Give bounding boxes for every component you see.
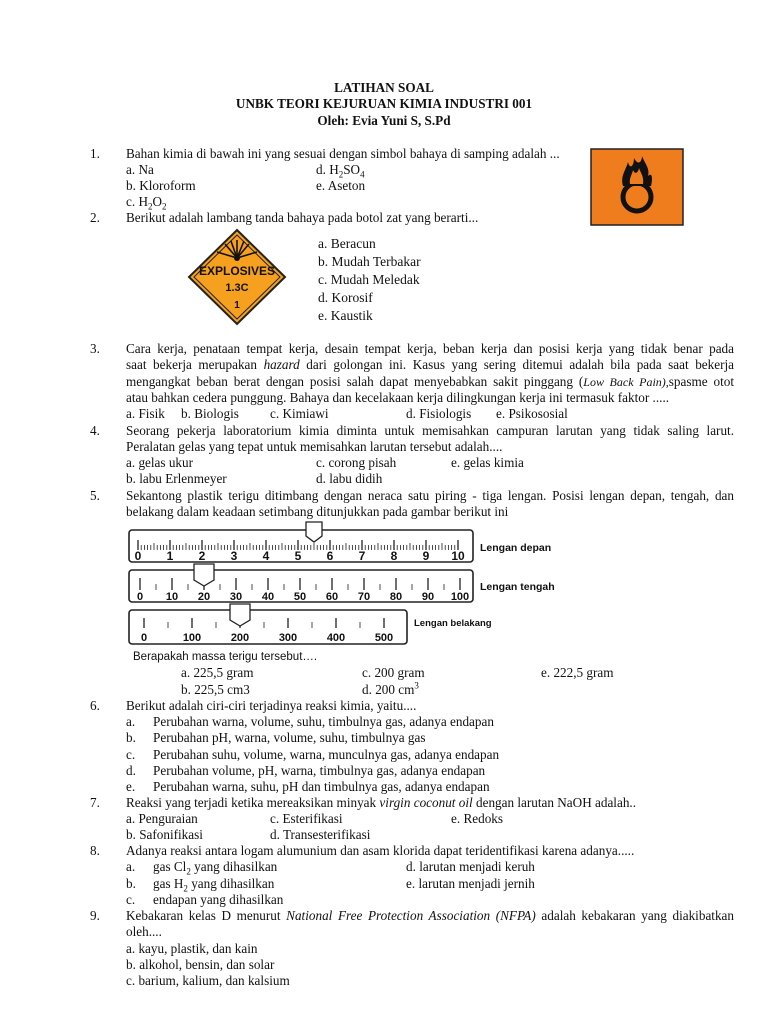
q2-option-a: a. Beracun (318, 236, 376, 251)
triple-beam-balance-figure (128, 520, 578, 652)
q6-option-e-letter: e. (126, 779, 136, 794)
q6-option-a: Perubahan warna, volume, suhu, timbulnya gas, adanya endapan (153, 714, 494, 729)
scale-label: 0 (134, 549, 142, 563)
q8-text: Adanya reaksi antara logam alumunium dan asam klorida dapat teridentifikasi karena adanya..... (126, 843, 635, 858)
scale-label: 400 (326, 632, 346, 644)
scale-label: 3 (230, 549, 238, 563)
q1-number: 1. (90, 146, 100, 161)
scale-label: 7 (358, 549, 366, 563)
scale-label: 10 (451, 549, 465, 563)
q5-option-c: c. 200 gram (362, 665, 425, 680)
q4-option-e: e. gelas kimia (451, 455, 524, 470)
q3-option-b: b. Biologis (181, 406, 239, 421)
q7-option-a: a. Penguraian (126, 811, 198, 826)
q6-option-c: Perubahan suhu, volume, warna, munculnya gas, adanya endapan (153, 747, 500, 762)
q5-number: 5. (90, 488, 100, 503)
scale-label: 5 (294, 549, 302, 563)
scale-label: 90 (421, 591, 435, 603)
q9-option-a: a. kayu, plastik, dan kain (126, 941, 258, 956)
q3-option-e: e. Psikososial (496, 406, 568, 421)
q6-option-d-letter: d. (126, 763, 136, 778)
sign-text-explosives: EXPLOSIVES (198, 264, 276, 278)
q5-option-a: a. 225,5 gram (181, 665, 254, 680)
q1-option-d: d. $H_2SO_4$ (316, 162, 365, 180)
scale-label: 10 (165, 591, 179, 603)
q2-option-d: d. Korosif (318, 290, 373, 305)
q1-option-c: c. $H_2O_2$ (126, 194, 167, 212)
scale-label: 80 (389, 591, 403, 603)
author-line: Oleh: Evia Yuni S, S.Pd (317, 113, 451, 128)
scale-label: 6 (326, 549, 334, 563)
q4-line-1: Seorang pekerja laboratorium kimia diminta untuk memisahkan campuran larutan yang tidak saling larut. (126, 423, 734, 438)
q8-number: 8. (90, 843, 100, 858)
q4-option-d: d. labu didih (316, 471, 383, 486)
q9-line-1: Kebakaran kelas D menurut National Free Protection Association (NFPA) adalah kebakaran yang diakibatkan (126, 908, 735, 923)
q4-option-c: c. corong pisah (316, 455, 397, 470)
q6-option-b: Perubahan pH, warna, volume, suhu, timbulnya gas (153, 730, 426, 745)
q8-option-b: gas $H_2$ yang dihasilkan (153, 876, 275, 894)
q6-option-e: Perubahan warna, suhu, pH dan timbulnya gas, adanya endapan (153, 779, 490, 794)
q2-option-b: b. Mudah Terbakar (318, 254, 421, 269)
scale-label: 30 (229, 591, 243, 603)
q9-option-c: c. barium, kalium, dan kalsium (126, 973, 290, 988)
q4-option-a: a. gelas ukur (126, 455, 194, 470)
q1-option-e: e. Aseton (316, 178, 366, 193)
arm-middle-label: Lengan tengah (480, 581, 555, 593)
q8-option-d: d. larutan menjadi keruh (406, 859, 535, 874)
q6-option-c-letter: c. (126, 747, 136, 762)
q3-option-a: a. Fisik (126, 406, 165, 421)
q9-line-2: oleh.... (126, 924, 162, 939)
arm-front-label: Lengan depan (480, 542, 552, 554)
q3-option-d: d. Fisiologis (406, 406, 472, 421)
q1-option-a: a. Na (126, 162, 154, 177)
q2-text: Berikut adalah lambang tanda bahaya pada botol zat yang berarti... (126, 210, 479, 225)
scale-label: 500 (374, 632, 394, 644)
q7-number: 7. (90, 795, 100, 810)
scale-label: 300 (278, 632, 298, 644)
q5-question: Berapakah massa terigu tersebut…. (133, 651, 318, 663)
q4-line-2: Peralatan gelas yang tepat untuk memisahkan larutan tersebut adalah.... (126, 439, 503, 454)
q3-line-3: mengangkat beban berat dengan posisi salah dapat menyebabkan sakit pinggang (Low Back Pain),spasme otot (126, 374, 735, 389)
scale-label: 50 (293, 591, 307, 603)
scale-label: 100 (182, 632, 202, 644)
q7-option-e: e. Redoks (451, 811, 504, 826)
q2-option-e: e. Kaustik (318, 308, 373, 323)
q7-text: Reaksi yang terjadi ketika mereaksikan minyak virgin coconut oil dengan larutan NaOH adalah.. (126, 795, 637, 810)
q8-option-a-letter: a. (126, 859, 136, 874)
q4-option-b: b. labu Erlenmeyer (126, 471, 227, 486)
explosives-hazard-sign (187, 228, 287, 326)
q3-number: 3. (90, 341, 100, 356)
scale-label: 0 (136, 591, 144, 603)
q3-option-c: c. Kimiawi (270, 406, 329, 421)
scale-label: 20 (197, 591, 211, 603)
q5-line-1: Sekantong plastik terigu ditimbang dengan neraca satu piring - tiga lengan. Posisi lengan depan, tengah, dan (126, 488, 734, 503)
arm-middle (129, 564, 555, 603)
scale-label: 8 (390, 549, 398, 563)
scale-label: 40 (261, 591, 275, 603)
scale-label: 9 (422, 549, 430, 563)
q2-option-c: c. Mudah Meledak (318, 272, 420, 287)
q5-option-d: d. 200 $cm^3$ (362, 680, 419, 697)
q9-option-b: b. alkohol, bensin, dan solar (126, 957, 275, 972)
q3-line-4: atau bahkan cedera punggung. Bahaya dan kecelakaan kerja dilingkungan kerja ini termasuk faktor ..... (126, 390, 670, 405)
q3-line-1: Cara kerja, penataan tempat kerja, desain tempat kerja, beban kerja dan posisi kerja yang tidak benar pada (126, 341, 734, 356)
q9-number: 9. (90, 908, 100, 923)
q6-text: Berikut adalah ciri-ciri terjadinya reaksi kimia, yaitu.... (126, 698, 417, 713)
q2-number: 2. (90, 210, 100, 225)
arm-back-label: Lengan belakang (414, 618, 492, 629)
q8-option-a: gas $Cl_2$ yang dihasilkan (153, 859, 278, 877)
q8-option-b-letter: b. (126, 876, 136, 891)
scale-label: 70 (357, 591, 371, 603)
q6-option-b-letter: b. (126, 730, 136, 745)
title-line-2: UNBK TEORI KEJURUAN KIMIA INDUSTRI 001 (235, 96, 533, 111)
scale-label: 2 (198, 549, 206, 563)
q6-option-a-letter: a. (126, 714, 136, 729)
q7-option-d: d. Transesterifikasi (270, 827, 371, 842)
sign-text-class: 1 (234, 300, 240, 311)
arm-front (129, 522, 551, 563)
q7-option-c: c. Esterifikasi (270, 811, 343, 826)
q5-option-e: e. 222,5 gram (541, 665, 614, 680)
sign-text-division: 1.3C (225, 282, 249, 294)
scale-label: 0 (140, 632, 148, 644)
scale-label: 100 (450, 591, 470, 603)
q8-option-c-letter: c. (126, 892, 136, 907)
q3-line-2: saat bekerja merupakan hazard dari golongan ini. Kasus yang sering ditemui adalah bila pada saat bekerja (126, 357, 735, 372)
oxidizer-hazard-icon (590, 148, 684, 226)
scale-label: 4 (262, 549, 270, 563)
scale-label: 60 (325, 591, 339, 603)
q6-option-d: Perubahan volume, pH, warna, timbulnya gas, adanya endapan (153, 763, 486, 778)
q6-number: 6. (90, 698, 100, 713)
q5-option-b: b. 225,5 cm3 (181, 682, 250, 697)
scale-label: 1 (166, 549, 174, 563)
q1-option-b: b. Kloroform (126, 178, 196, 193)
q1-text: Bahan kimia di bawah ini yang sesuai dengan simbol bahaya di samping adalah ... (126, 146, 560, 161)
title-line-1: LATIHAN SOAL (334, 80, 434, 95)
q8-option-e: e. larutan menjadi jernih (406, 876, 535, 891)
scale-label: 200 (230, 632, 250, 644)
arm-back (129, 604, 492, 644)
q4-number: 4. (90, 423, 100, 438)
q5-line-2: belakang dalam keadaan setimbang ditunjukkan pada gambar berikut ini (126, 504, 509, 519)
q8-option-c: endapan yang dihasilkan (153, 892, 284, 907)
q7-option-b: b. Safonifikasi (126, 827, 203, 842)
